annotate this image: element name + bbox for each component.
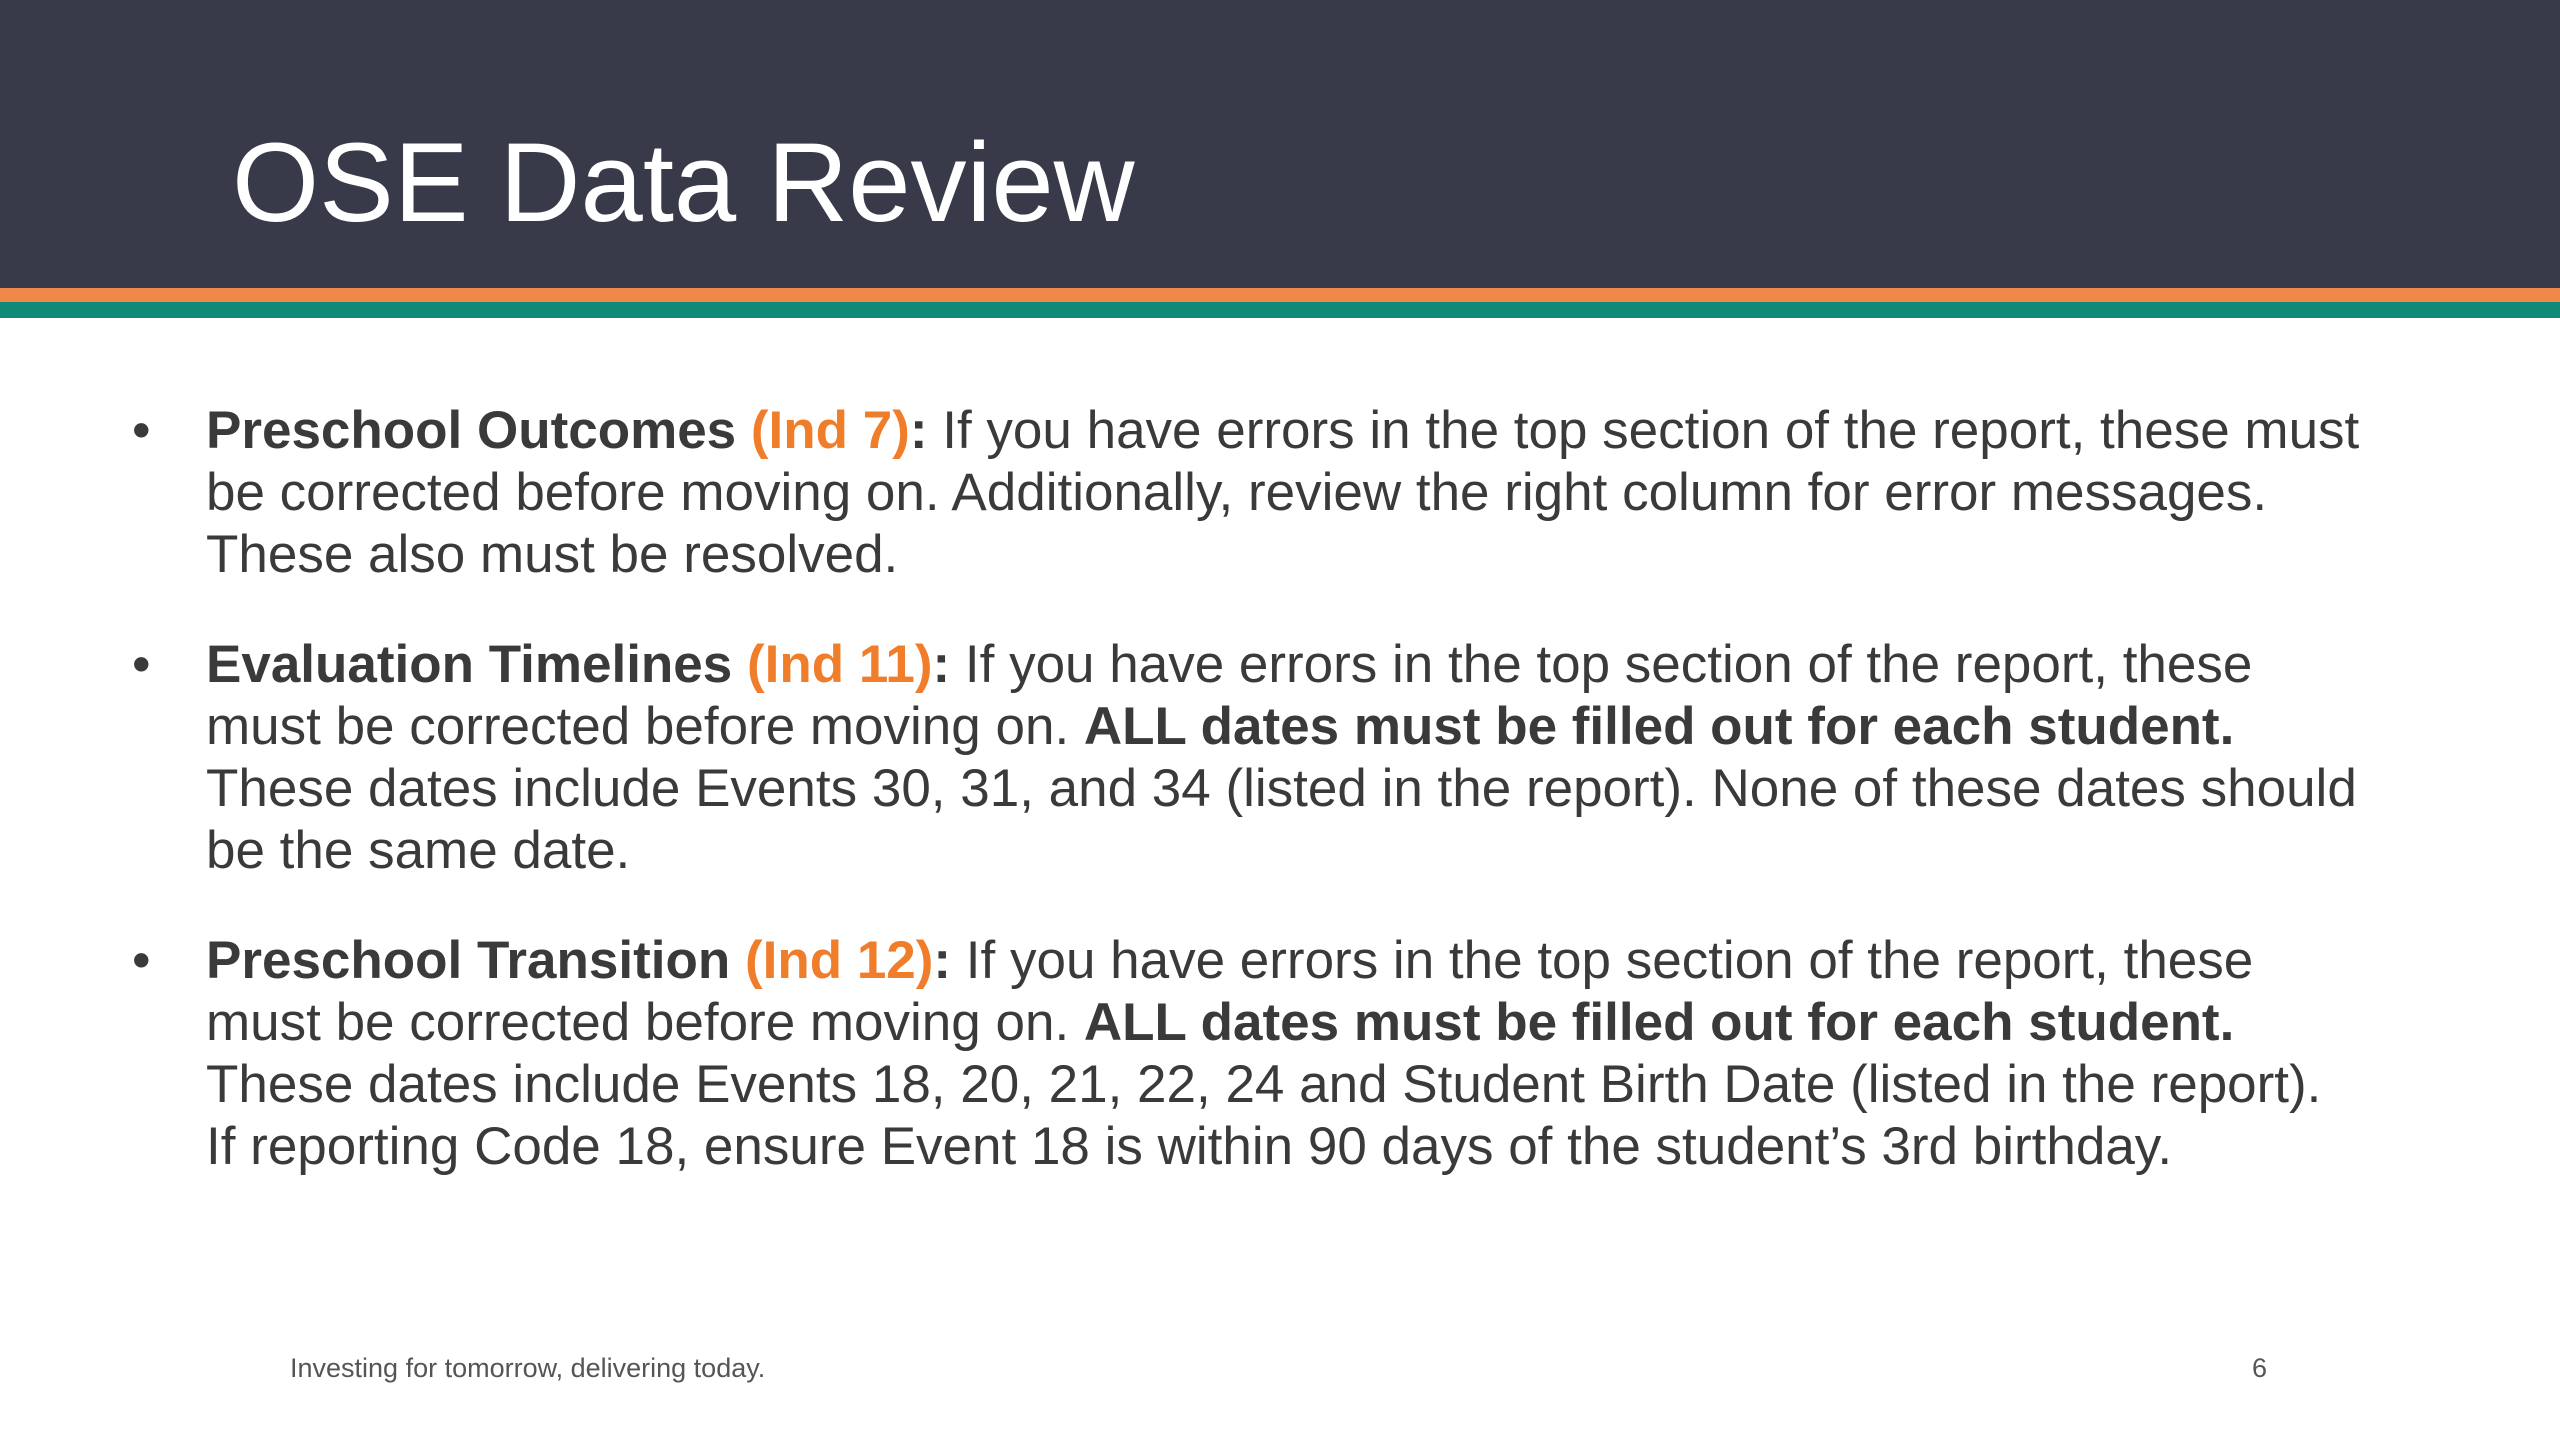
bullet-heading: Preschool Outcomes: [206, 401, 737, 460]
bullet-heading: Evaluation Timelines: [206, 635, 733, 694]
bullet-icon: •: [132, 401, 151, 460]
indicator-label: (Ind 11): [746, 635, 933, 694]
heading-colon: :: [932, 635, 951, 694]
bullet-bold-text: ALL dates must be filled out for each student.: [1083, 697, 2235, 756]
bullet-text-after: These dates include Events 18, 20, 21, 22, 24 and Student Birth Date (listed in the report). If reporting Code 18, ensure Event 18 is within 90 days of the student’s 3rd birthday.: [206, 1055, 2322, 1176]
indicator-label: (Ind 12): [744, 931, 934, 990]
bullet-list: [124, 400, 2364, 1226]
bullet-icon: •: [132, 931, 151, 990]
bullet-text: If you have errors in the top section of the report, these must be corrected before moving on.: [206, 931, 2254, 1052]
bullet-text-after: These dates include Events 30, 31, and 34 (listed in the report). None of these dates should be the same date.: [206, 759, 2357, 880]
bullet-text: If you have errors in the top section of the report, these must be corrected before moving on. Additionally, review the right column for error messages. These also must be resolved.: [206, 401, 2360, 584]
bullet-heading: Preschool Transition: [206, 931, 731, 990]
title-bar: [0, 0, 2560, 288]
bullet-preschool-outcomes: [124, 400, 2364, 586]
heading-colon: :: [933, 931, 952, 990]
teal-stripe: [0, 302, 2560, 318]
bullet-text: If you have errors in the top section of the report, these must be corrected before moving on.: [206, 635, 2253, 756]
bullet-icon: •: [132, 635, 151, 694]
slide-title: OSE Data Review: [232, 120, 1135, 245]
bullet-bold-text: ALL dates must be filled out for each student.: [1083, 993, 2235, 1052]
footer-tagline: Investing for tomorrow, delivering today.: [290, 1353, 766, 1383]
page-number: 6: [2252, 1353, 2268, 1383]
bullet-preschool-transition: [124, 930, 2364, 1178]
heading-colon: :: [909, 401, 928, 460]
bullet-evaluation-timelines: [124, 634, 2364, 882]
indicator-label: (Ind 7): [750, 401, 910, 460]
orange-stripe: [0, 288, 2560, 302]
